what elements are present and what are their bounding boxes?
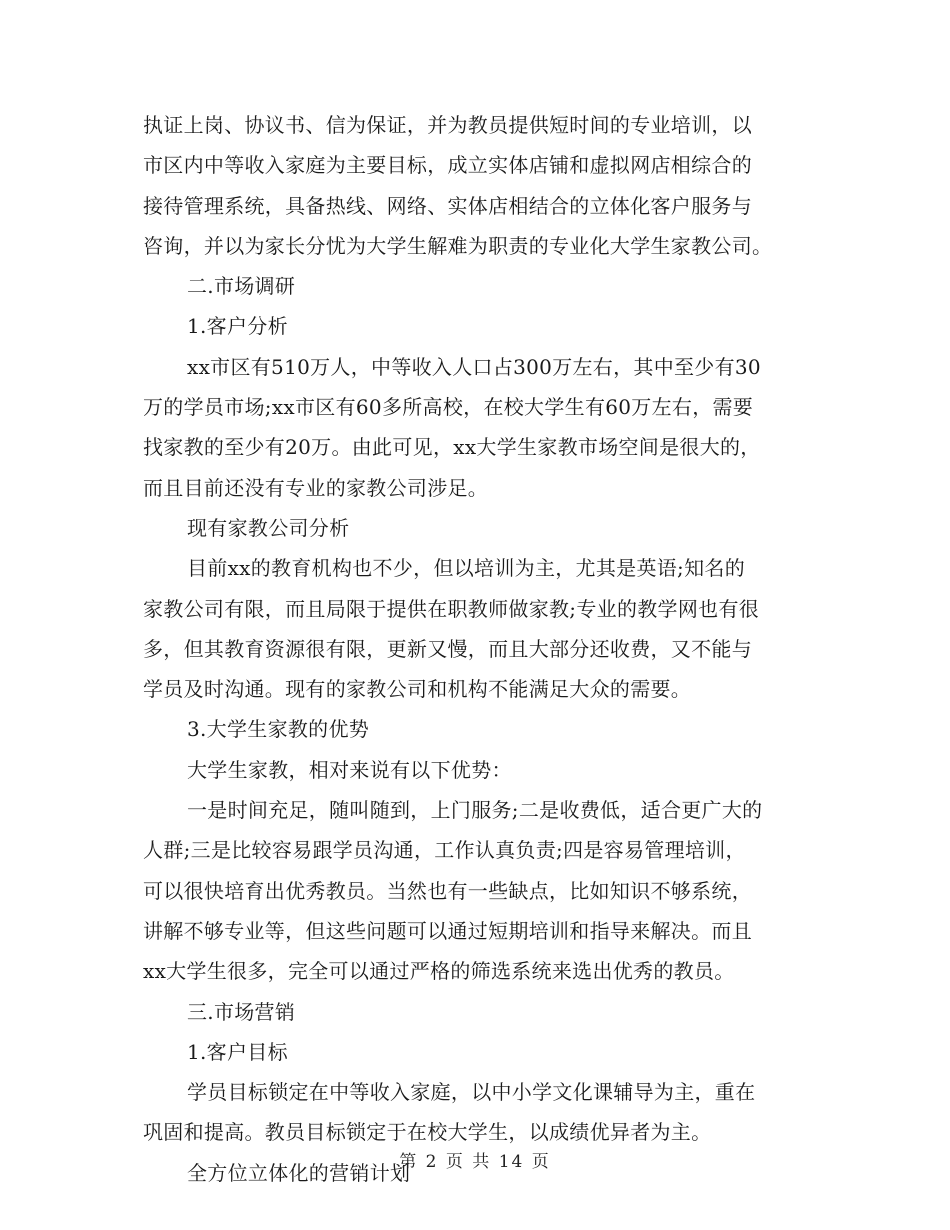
text-line: 大学生家教，相对来说有以下优势： — [187, 757, 512, 782]
page-footer: 第 2 页 共 14 页 — [399, 1152, 551, 1172]
document-body — [143, 105, 807, 1193]
text-line: 市区内中等收入家庭为主要目标，成立实体店铺和虚拟网店相综合的 — [143, 153, 752, 178]
text-line: 讲解不够专业等，但这些问题可以通过短期培训和指导来解决。而且 — [143, 918, 752, 943]
text-line: 学员及时沟通。现有的家教公司和机构不能满足大众的需要。 — [143, 677, 692, 702]
text-line: 全方位立体化的营销计划 — [187, 1160, 411, 1185]
text-line: 现有家教公司分析 — [187, 515, 350, 540]
text-line: 1.客户目标 — [187, 1039, 288, 1064]
text-line: 可以很快培育出优秀教员。当然也有一些缺点，比如知识不够系统， — [143, 878, 752, 903]
text-line: 3.大学生家教的优势 — [187, 717, 370, 742]
text-line: xx大学生很多，完全可以通过严格的筛选系统来选出优秀的教员。 — [143, 959, 735, 984]
text-line: 万的学员市场;xx市区有60多所高校，在校大学生有60万左右，需要 — [143, 395, 754, 420]
text-line: 家教公司有限，而且局限于提供在职教师做家教;专业的教学网也有很 — [143, 596, 760, 621]
text-line: 学员目标锁定在中等收入家庭，以中小学文化课辅导为主，重在 — [187, 1080, 756, 1105]
text-line: 三.市场营销 — [187, 999, 296, 1024]
text-line: 执证上岗、协议书、信为保证，并为教员提供短时间的专业培训，以 — [143, 113, 752, 137]
text-line: 而且目前还没有专业的家教公司涉足。 — [143, 475, 489, 500]
text-line: xx市区有510万人，中等收入人口占300万左右，其中至少有30 — [187, 354, 761, 379]
text-line: 咨询，并以为家长分忧为大学生解难为职责的专业化大学生家教公司。 — [143, 233, 773, 258]
text-line: 人群;三是比较容易跟学员沟通，工作认真负责;四是容易管理培训， — [143, 838, 746, 863]
text-line: 接待管理系统，具备热线、网络、实体店相结合的立体化客户服务与 — [143, 193, 752, 218]
text-line: 1.客户分析 — [187, 314, 288, 339]
text-line: 目前xx的教育机构也不少，但以培训为主，尤其是英语;知名的 — [187, 556, 745, 581]
text-line: 找家教的至少有20万。由此可见，xx大学生家教市场空间是很大的， — [143, 435, 761, 460]
text-line: 一是时间充足，随叫随到，上门服务;二是收费低，适合更广大的 — [187, 798, 763, 823]
text-line: 多，但其教育资源很有限，更新又慢，而且大部分还收费，又不能与 — [143, 636, 752, 661]
text-line: 二.市场调研 — [187, 274, 296, 299]
text-line: 巩固和提高。教员目标锁定于在校大学生，以成绩优异者为主。 — [143, 1120, 712, 1145]
